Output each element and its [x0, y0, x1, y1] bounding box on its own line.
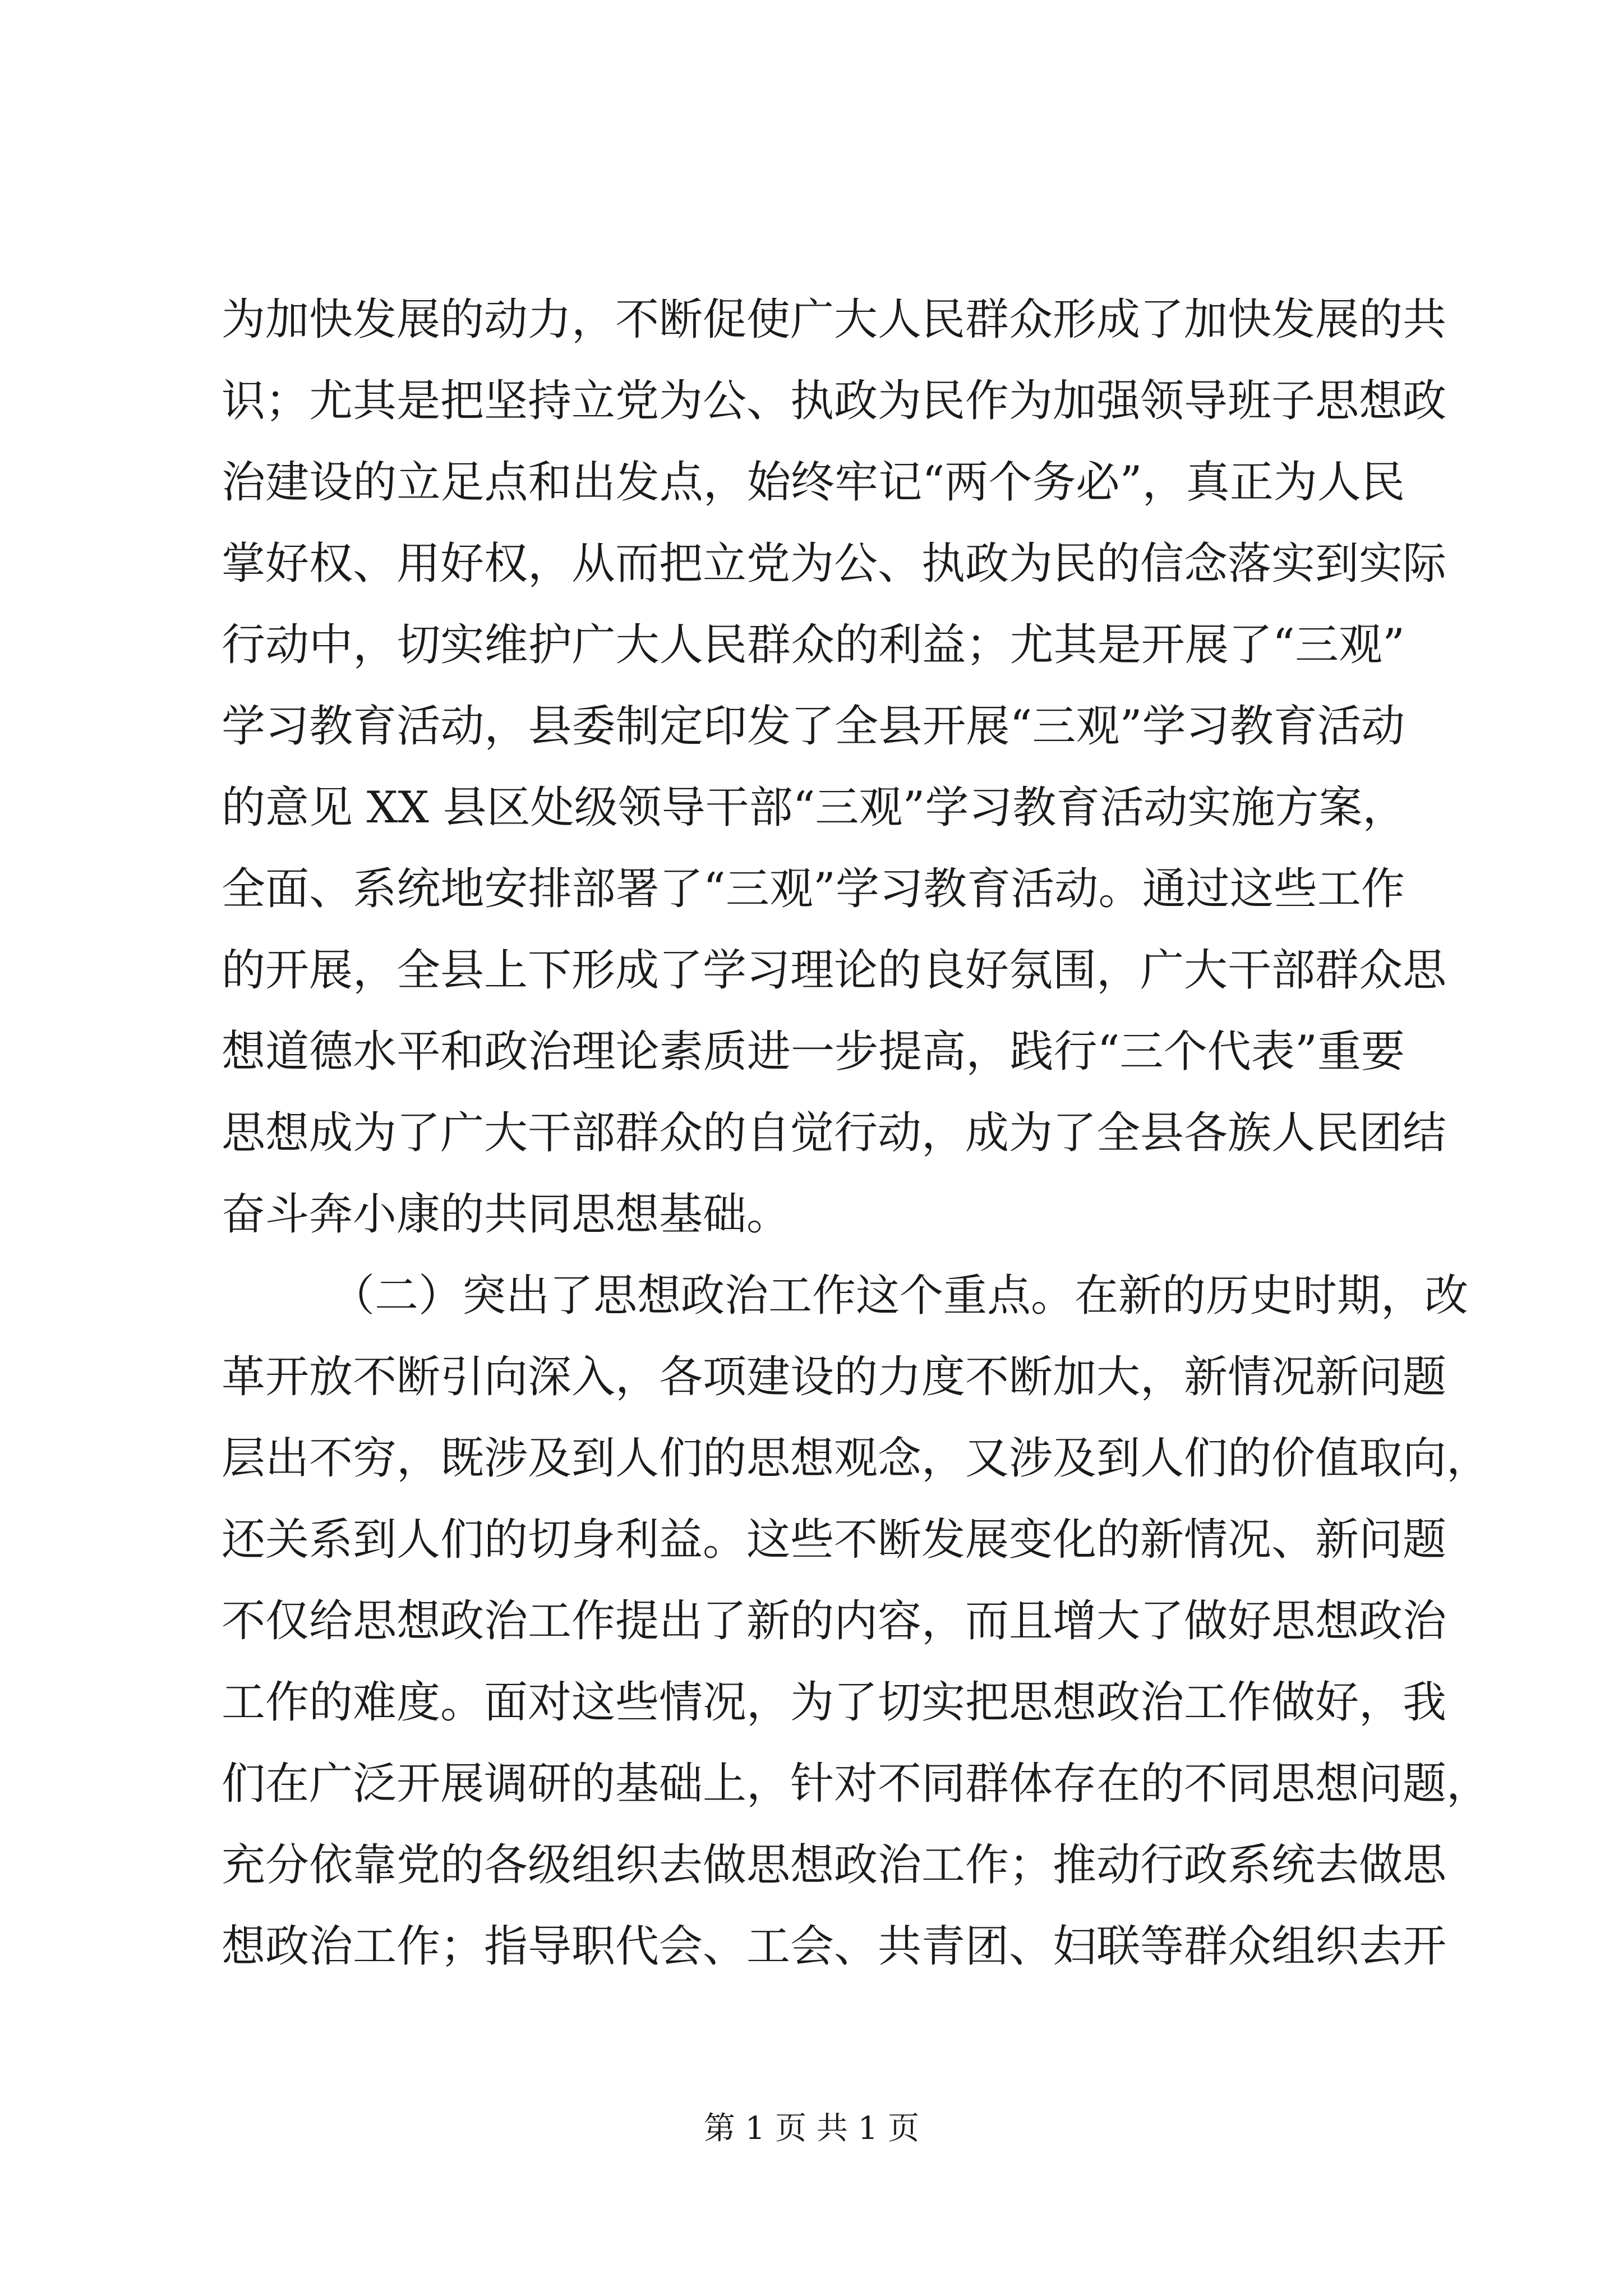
- text-line: 治建设的立足点和出发点，始终牢记“两个务必”，真正为人民: [222, 457, 1405, 508]
- text-line: 行动中，切实维护广大人民群众的利益；尤其是开展了“三观”: [222, 620, 1405, 670]
- text-line: 充分依靠党的各级组织去做思想政治工作；推动行政系统去做思: [222, 1840, 1447, 1890]
- text-line: 学习教育活动，县委制定印发了全县开展“三观”学习教育活动: [222, 701, 1405, 752]
- text-line: 层出不穷，既涉及到人们的思想观念，又涉及到人们的价值取向，: [222, 1433, 1491, 1484]
- text-line: 们在广泛开展调研的基础上，针对不同群体存在的不同思想问题，: [222, 1759, 1491, 1809]
- text-line: 为加快发展的动力，不断促使广大人民群众形成了加快发展的共: [222, 295, 1447, 345]
- text-line: 全面、系统地安排部署了“三观”学习教育活动。通过这些工作: [222, 864, 1405, 914]
- text-line: 掌好权、用好权，从而把立党为公、执政为民的信念落实到实际: [222, 539, 1447, 589]
- text-line: 的开展，全县上下形成了学习理论的良好氛围，广大干部群众思: [222, 945, 1447, 996]
- text-line: 革开放不断引向深入，各项建设的力度不断加大，新情况新问题: [222, 1352, 1447, 1402]
- text-line: 想政治工作；指导职代会、工会、共青团、妇联等群众组织去开: [222, 1921, 1447, 1972]
- text-line: 还关系到人们的切身利益。这些不断发展变化的新情况、新问题: [222, 1515, 1447, 1565]
- text-line: 思想成为了广大干部群众的自觉行动，成为了全县各族人民团结: [222, 1108, 1447, 1158]
- page-footer: 第 1 页 共 1 页: [703, 2110, 920, 2147]
- text-line: 识；尤其是把坚持立党为公、执政为民作为加强领导班子思想政: [222, 376, 1447, 426]
- text-line: 工作的难度。面对这些情况，为了切实把思想政治工作做好，我: [222, 1677, 1447, 1728]
- text-line: （二）突出了思想政治工作这个重点。在新的历史时期，改: [331, 1271, 1469, 1321]
- text-line: 的意见 XX 县区处级领导干部“三观”学习教育活动实施方案，: [222, 783, 1407, 833]
- text-line: 不仅给思想政治工作提出了新的内容，而且增大了做好思想政治: [222, 1596, 1447, 1646]
- text-line: 奋斗奔小康的共同思想基础。: [222, 1189, 791, 1240]
- text-line: 想道德水平和政治理论素质进一步提高，践行“三个代表”重要: [222, 1027, 1405, 1077]
